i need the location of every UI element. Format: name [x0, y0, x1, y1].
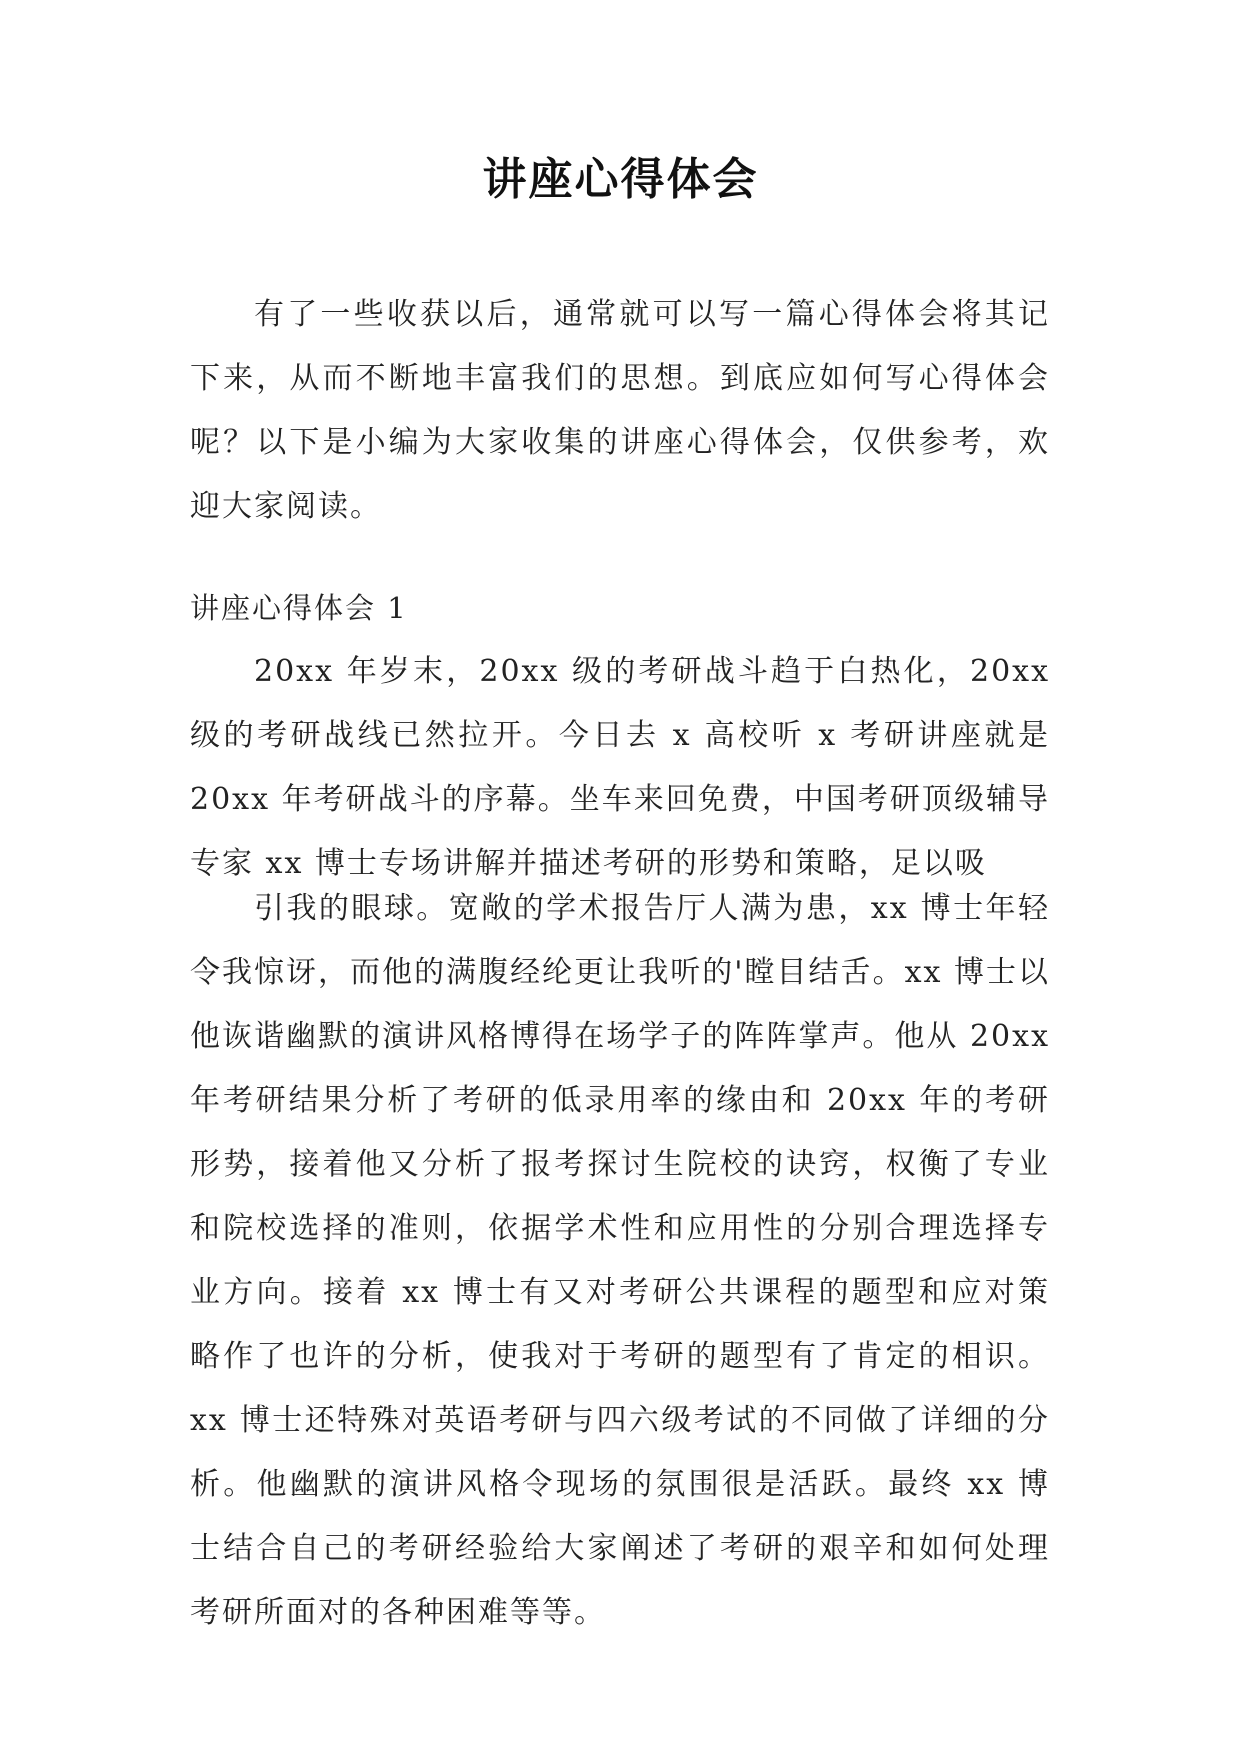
- document-title: 讲座心得体会: [482, 154, 759, 205]
- intro-paragraph: 有了一些收获以后，通常就可以写一篇心得体会将其记下来，从而不断地丰富我们的思想。到底应如何写心得体会呢？以下是小编为大家收集的讲座心得体会，仅供参考，欢迎大家阅读。: [190, 297, 1050, 524]
- body-paragraph: 20xx 年岁末，20xx 级的考研战斗趋于白热化，20xx 级的考研战线已然拉开。今日去 x 高校听 x 考研讲座就是 20xx 年考研战斗的序幕。坐车来回免费，中国考研顶级辅导专家 xx 博士专场讲解并描述考研的形势和策略，足以吸: [190, 654, 1050, 881]
- section-heading: 讲座心得体会 1: [190, 591, 408, 625]
- body-paragraph: 引我的眼球。宽敞的学术报告厅人满为患，xx 博士年轻令我惊讶，而他的满腹经纶更让我听的'瞠目结舌。xx 博士以他诙谐幽默的演讲风格博得在场学子的阵阵掌声。他从 20xx 年考研结果分析了考研的低录用率的缘由和 20xx 年的考研形势，接着他又分析了报考探讨生院校的诀窍，权衡了专业和院校选择的准则，依据学术性和应用性的分别合理选择专业方向。接着 xx 博士有又对考研公共课程的题型和应对策略作了也许的分析，使我对于考研的题型有了肯定的相识。xx 博士还特殊对英语考研与四六级考试的不同做了详细的分析。他幽默的演讲风格令现场的氛围很是活跃。最终 xx 博士结合自己的考研经验给大家阐述了考研的艰辛和如何处理考研所面对的各种困难等等。: [190, 891, 1050, 1630]
